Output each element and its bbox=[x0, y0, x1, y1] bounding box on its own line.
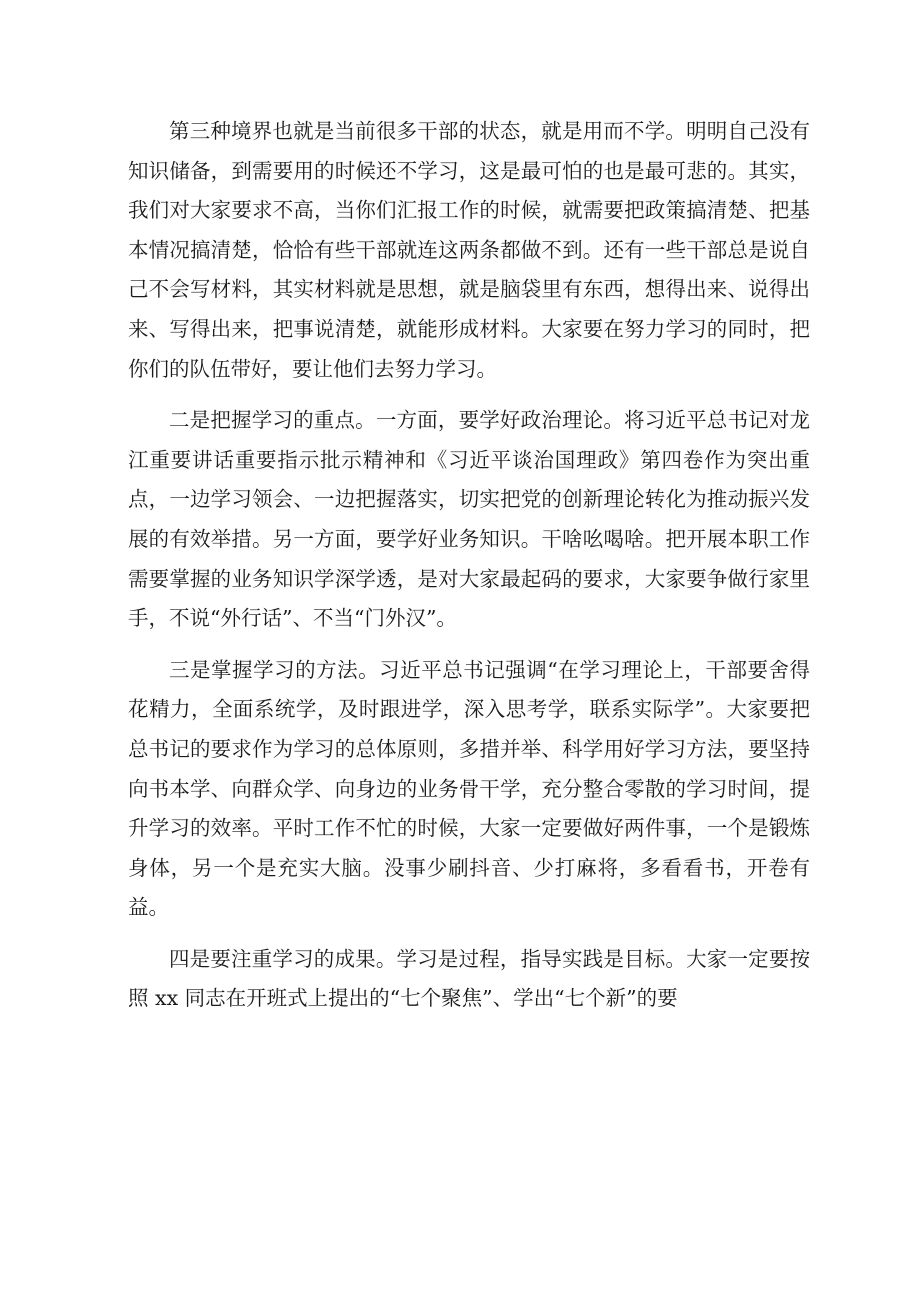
document-body bbox=[128, 112, 810, 1019]
paragraph-study-results: 四是要注重学习的成果。学习是过程，指导实践是目标。大家一定要按照 xx 同志在开班式上提出的“七个聚焦”、学出“七个新”的要 bbox=[128, 946, 810, 1011]
paragraph-third-realm: 第三种境界也就是当前很多干部的状态，就是用而不学。明明自己没有知识储备，到需要用的时候还不学习，这是最可怕的也是最可悲的。其实，我们对大家要求不高，当你们汇报工作的时候，就需要把政策搞清楚、把基本情况搞清楚，恰恰有些干部就连这两条都做不到。还有一些干部总是说自己不会写材料，其实材料就是思想，就是脑袋里有东西，想得出来、说得出来、写得出来，把事说清楚，就能形成材料。大家要在努力学习的同时，把你们的队伍带好，要让他们去努力学习。 bbox=[128, 119, 810, 381]
paragraph-study-method: 三是掌握学习的方法。习近平总书记强调“在学习理论上，干部要舍得花精力，全面系统学，及时跟进学，深入思考学，联系实际学”。大家要把总书记的要求作为学习的总体原则，多措并举、科学用好学习方法，要坚持向书本学、向群众学、向身边的业务骨干学，充分整合零散的学习时间，提升学习的效率。平时工作不忙的时候，大家一定要做好两件事，一个是锻炼身体，另一个是充实大脑。没事少刷抖音、少打麻将，多看看书，开卷有益。 bbox=[128, 657, 810, 920]
paragraph-study-focus: 二是把握学习的重点。一方面，要学好政治理论。将习近平总书记对龙江重要讲话重要指示批示精神和《习近平谈治国理政》第四卷作为突出重点，一边学习领会、一边把握落实，切实把党的创新理论转化为推动振兴发展的有效举措。另一方面，要学好业务知识。干啥吆喝啥。把开展本职工作需要掌握的业务知识学深学透，是对大家最起码的要求，大家要争做行家里手，不说“外行话”、不当“门外汉”。 bbox=[128, 408, 810, 631]
